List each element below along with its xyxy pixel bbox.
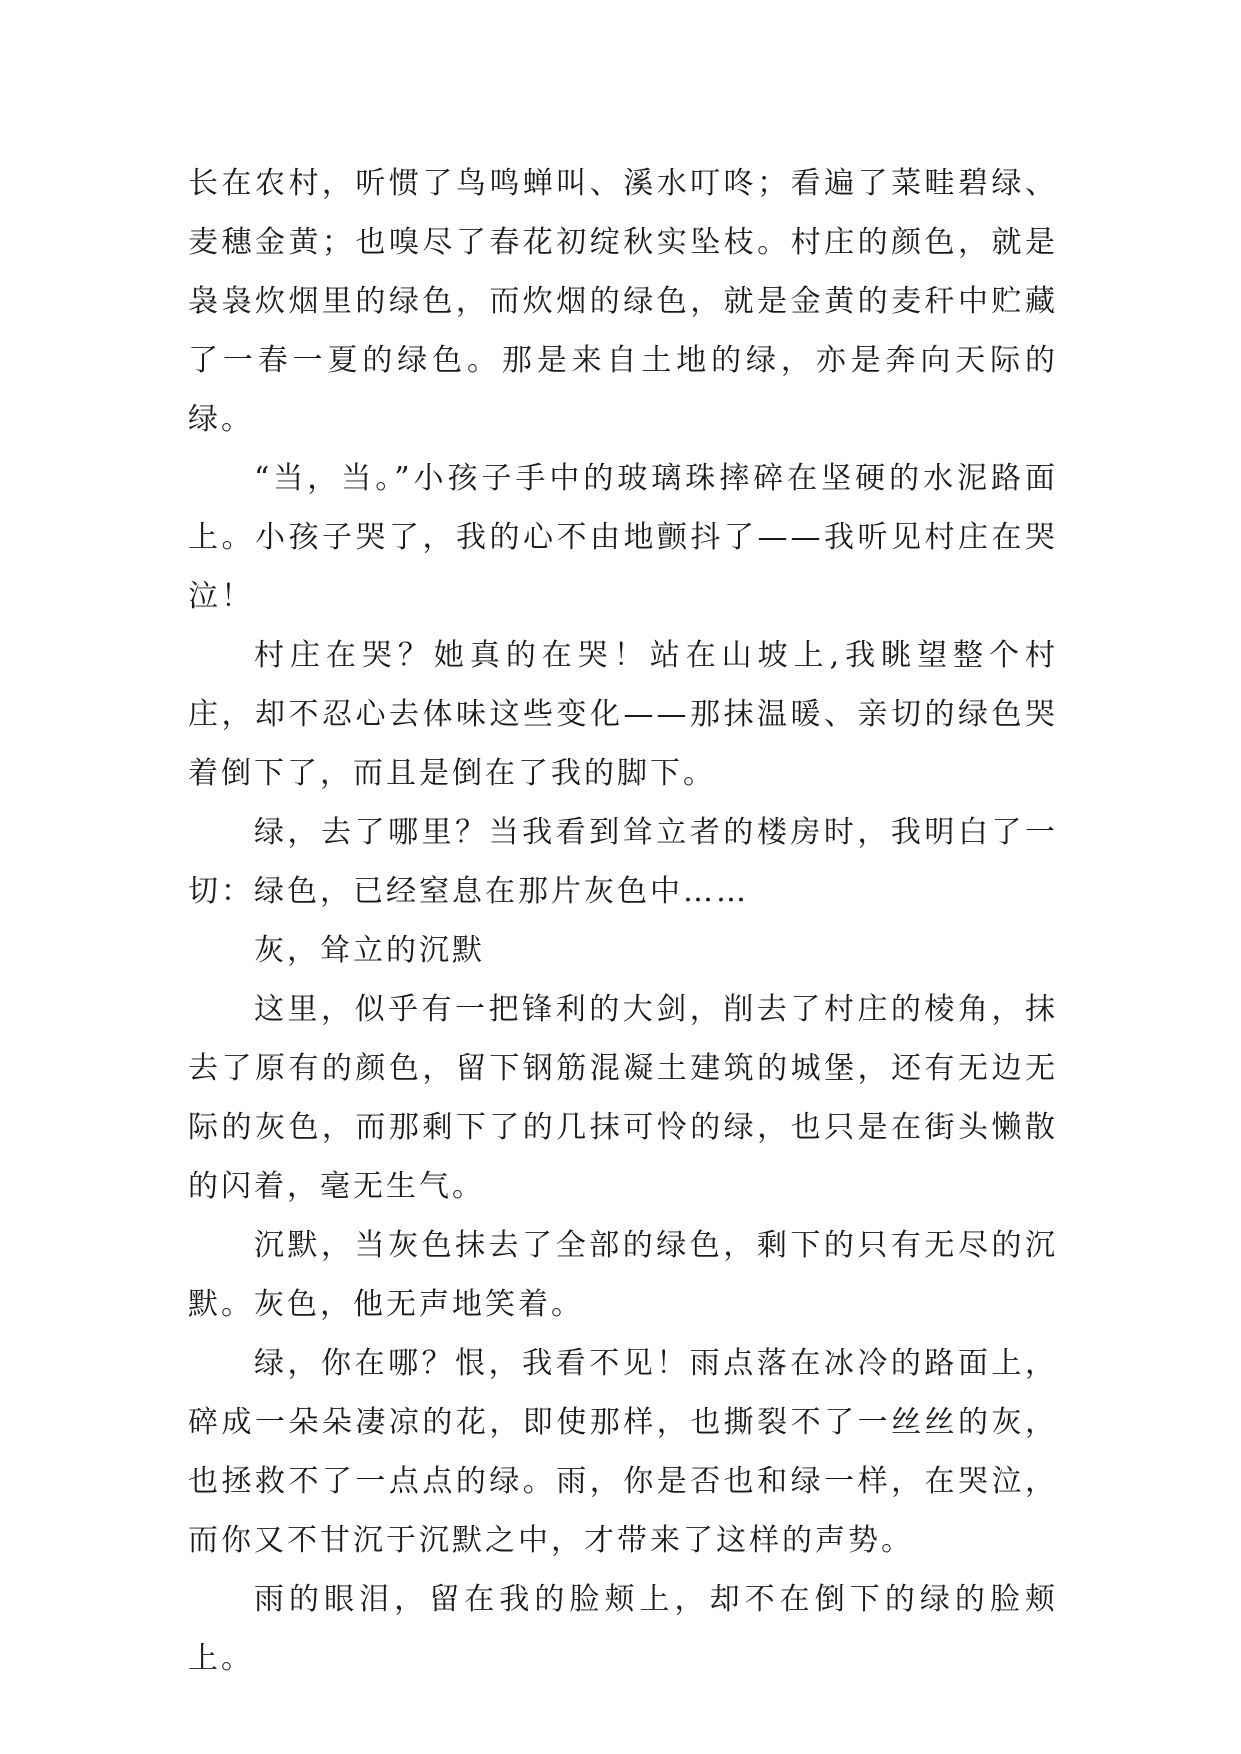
section-heading: 灰，耸立的沉默 (254, 933, 485, 968)
document-body (188, 154, 1058, 1688)
paragraph-5: 这里，似乎有一把锋利的大剑，削去了村庄的棱角，抹去了原有的颜色，留下钢筋混凝土建筑的城堡，还有无边无际的灰色，而那剩下了的几抹可怜的绿，也只是在街头懒散的闪着，毫无生气。 (188, 992, 1058, 1204)
paragraph-3: 村庄在哭？她真的在哭！站在山坡上,我眺望整个村庄，却不忍心去体味这些变化——那抹温暖、亲切的绿色哭着倒下了，而且是倒在了我的脚下。 (188, 638, 1058, 791)
paragraph-7: 绿，你在哪？恨，我看不见！雨点落在冰冷的路面上，碎成一朵朵凄凉的花，即使那样，也撕裂不了一丝丝的灰，也拯救不了一点点的绿。雨，你是否也和绿一样，在哭泣，而你又不甘沉于沉默之中，才带来了这样的声势。 (188, 1346, 1058, 1558)
paragraph-4: 绿，去了哪里？当我看到耸立者的楼房时，我明白了一切：绿色，已经窒息在那片灰色中…… (188, 815, 1058, 909)
paragraph-1: 长在农村，听惯了鸟鸣蝉叫、溪水叮咚；看遍了菜畦碧绿、麦穗金黄；也嗅尽了春花初绽秋实坠枝。村庄的颜色，就是袅袅炊烟里的绿色，而炊烟的绿色，就是金黄的麦秆中贮藏了一春一夏的绿色。那是来自土地的绿，亦是奔向天际的绿。 (188, 166, 1058, 437)
paragraph-2: “当，当。”小孩子手中的玻璃珠摔碎在坚硬的水泥路面上。小孩子哭了，我的心不由地颤抖了——我听见村庄在哭泣！ (188, 461, 1058, 614)
paragraph-8: 雨的眼泪，留在我的脸颊上，却不在倒下的绿的脸颊上。 (188, 1582, 1058, 1676)
paragraph-6: 沉默，当灰色抹去了全部的绿色，剩下的只有无尽的沉默。灰色，他无声地笑着。 (188, 1228, 1058, 1322)
